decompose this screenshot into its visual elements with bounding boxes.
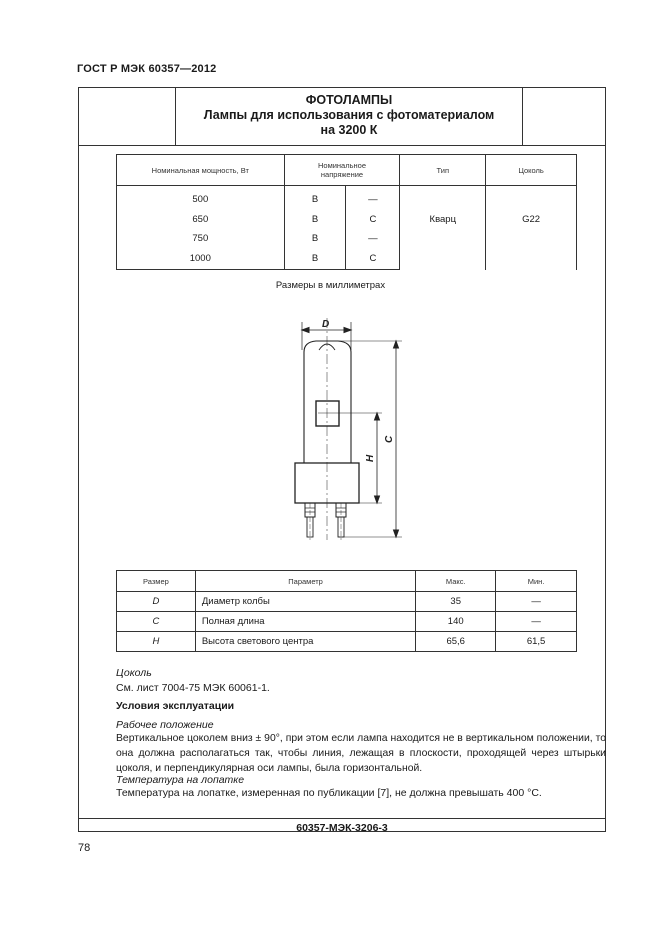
arrow-head <box>344 328 351 333</box>
arrow-head <box>302 328 309 333</box>
temperature-text: Температура на лопатке, измеренная по публикации [7], не должна превышать 400 °C. <box>116 787 542 799</box>
table-row <box>117 612 577 632</box>
power-cell: 1000 <box>117 248 285 270</box>
voltage-cell: B <box>284 210 346 229</box>
dimension-table-header <box>117 571 577 592</box>
size-cell: D <box>117 592 196 612</box>
filament-box <box>316 401 339 426</box>
parameter-cell: Полная длина <box>195 612 415 632</box>
voltage-cell: B <box>284 186 346 210</box>
base-cell: G22 <box>486 186 577 270</box>
position-text: Вертикальное цоколем вниз ± 90°, при этом если лампа находится не в вертикальном положении, то она должна располагаться так, чтобы линия, лежащая в плоскости, проходящей через штырьки цоколя, и перпендикулярная оси лампы, была горизонтальной. <box>116 733 606 774</box>
table-row <box>117 592 577 612</box>
power-cell: 750 <box>117 229 285 248</box>
dimensions-caption: Размеры в миллиметрах <box>275 280 386 291</box>
base-reference: См. лист 7004-75 МЭК 60061-1. <box>116 682 270 694</box>
temperature-heading: Температура на лопатке <box>116 774 245 786</box>
arrow-head <box>394 341 399 348</box>
table-row <box>117 632 577 652</box>
voltage-cell: — <box>346 186 400 210</box>
type-cell: Кварц <box>400 186 486 270</box>
voltage-cell: B <box>284 229 346 248</box>
max-cell: 35 <box>416 592 496 612</box>
conditions-heading: Условия эксплуатации <box>116 700 235 712</box>
title-line-1: ФОТОЛАМПЫ <box>305 93 393 107</box>
label-d: D <box>322 319 330 330</box>
label-h: H <box>365 454 376 462</box>
dimension-table <box>116 570 577 652</box>
title-line-2: Лампы для использования с фотоматериалом <box>203 108 495 122</box>
size-cell: C <box>117 612 196 632</box>
col-min: Мин. <box>496 571 577 592</box>
position-heading: Рабочее положение <box>116 719 214 731</box>
min-cell: — <box>496 592 577 612</box>
arrow-head <box>375 496 380 503</box>
col-size: Размер <box>117 571 196 592</box>
voltage-cell: C <box>346 210 400 229</box>
col-base: Цоколь <box>486 155 577 186</box>
min-cell: — <box>496 612 577 632</box>
page-number: 78 <box>78 842 91 854</box>
power-cell: 650 <box>117 210 285 229</box>
base-heading: Цоколь <box>116 667 152 679</box>
max-cell: 140 <box>416 612 496 632</box>
size-cell: H <box>117 632 196 652</box>
sheet-code: 60357-МЭК-3206-3 <box>296 822 388 834</box>
power-cell: 500 <box>117 186 285 210</box>
arrow-head <box>375 413 380 420</box>
col-max: Макс. <box>416 571 496 592</box>
col-power: Номинальная мощность, Вт <box>117 155 285 186</box>
parameter-cell: Диаметр колбы <box>195 592 415 612</box>
voltage-cell: B <box>284 248 346 270</box>
col-parameter: Параметр <box>195 571 415 592</box>
title-line-3: на 3200 К <box>320 123 378 137</box>
min-cell: 61,5 <box>496 632 577 652</box>
parameter-cell: Высота светового центра <box>195 632 415 652</box>
standard-number: ГОСТ Р МЭК 60357—2012 <box>77 63 217 75</box>
col-voltage: Номинальное напряжение <box>284 155 400 186</box>
max-cell: 65,6 <box>416 632 496 652</box>
label-c: C <box>384 435 395 443</box>
voltage-cell: — <box>346 229 400 248</box>
arrow-head <box>394 530 399 537</box>
lamp-bulb <box>304 341 351 463</box>
voltage-cell: C <box>346 248 400 270</box>
col-type: Тип <box>400 155 486 186</box>
